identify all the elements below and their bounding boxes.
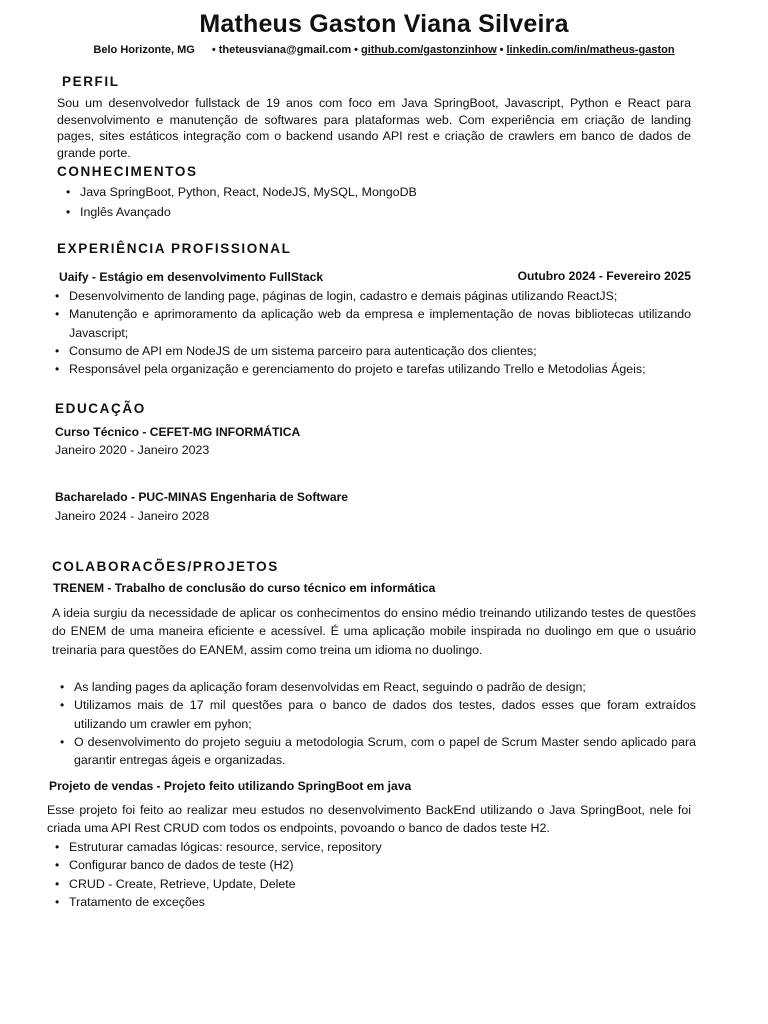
project-description: A ideia surgiu da necessidade de aplicar os conhecimentos do ensino médio treinando utilizando testes de questões do ENEM de uma maneira eficiente e acessível. É uma aplicação mobile inspirada no duolingo em que o usuário treinaria para questões do EANEM, assim como treina um idioma no duolingo. [52, 606, 696, 657]
section-heading-perfil: PERFIL [62, 74, 120, 89]
project-bullets [74, 678, 696, 769]
contact-line [0, 44, 768, 56]
section-heading-projetos: COLABORACÕES/PROJETOS [52, 559, 279, 574]
job-title: Uaify - Estágio em desenvolvimento FullStack [59, 270, 324, 284]
candidate-name: Matheus Gaston Viana Silveira [199, 10, 569, 38]
project-bullet: • Configurar banco de dados de teste (H2) [69, 856, 691, 874]
separator-dot: • [354, 44, 358, 56]
project-bullet: • O desenvolvimento do projeto seguiu a metodologia Scrum, com o papel de Scrum Master sendo aplicado para garantir entregas ágeis e organizadas. [74, 733, 696, 770]
education-title: Curso Técnico - CEFET-MG INFORMÁTICA [55, 425, 301, 439]
skills-list [80, 183, 680, 222]
separator-dot: • [211, 44, 216, 56]
job-bullet: • Consumo de API em NodeJS de um sistema parceiro para autenticação dos clientes; [69, 342, 691, 360]
project-bullets [69, 838, 691, 911]
education-title: Bacharelado - PUC-MINAS Engenharia de Software [55, 490, 348, 504]
project-title: TRENEM - Trabalho de conclusão do curso técnico em informática [53, 581, 436, 595]
section-heading-experiencia: EXPERIÊNCIA PROFISSIONAL [57, 241, 292, 256]
section-heading-educacao: EDUCAÇÃO [55, 401, 146, 416]
skill-item: • Inglês Avançado [80, 203, 680, 223]
perfil-text: Sou um desenvolvedor fullstack de 19 anos com foco em Java SpringBoot, Javascript, Python e React para desenvolvimento e manutenção de softwares para plataformas web. Com experiência em criação de landing pages, sites estáticos integração com o backend usando API rest e criação de crawlers em banco de dados de grande porte. [57, 96, 691, 160]
education-period: Janeiro 2024 - Janeiro 2028 [55, 509, 210, 523]
project-title: Projeto de vendas - Projeto feito utilizando SpringBoot em java [49, 779, 412, 793]
job-bullet: • Desenvolvimento de landing page, páginas de login, cadastro e demais páginas utilizando ReactJS; [69, 287, 691, 305]
job-bullet: • Responsável pela organização e gerenciamento do projeto e tarefas utilizando Trello e Metodolias Ágeis; [69, 360, 691, 378]
job-bullet: • Manutenção e aprimoramento da aplicação web da empresa e implementação de novas bibliotecas utilizando Javascript; [69, 305, 691, 342]
project-description: Esse projeto foi feito ao realizar meu estudos no desenvolvimento BackEnd utilizando o Java SpringBoot, nele foi criada uma API Rest CRUD com todos os endpoints, povoando o banco de dados teste H2. [47, 803, 691, 836]
project-bullet: • Estruturar camadas lógicas: resource, service, repository [69, 838, 691, 856]
project-bullet: • Utilizamos mais de 17 mil questões para o banco de dados dos testes, dados esses que foram extraídos utilizando um crawler em pyhon; [74, 696, 696, 733]
project-bullet: • CRUD - Create, Retrieve, Update, Delete [69, 875, 691, 893]
linkedin-link[interactable]: linkedin.com/in/matheus-gaston [506, 44, 675, 56]
job-bullets [69, 287, 691, 378]
github-link[interactable]: github.com/gastonzinhow [360, 44, 497, 56]
job-period: Outubro 2024 - Fevereiro 2025 [517, 269, 691, 283]
email-text: theteusviana@gmail.com [218, 44, 352, 56]
education-period: Janeiro 2020 - Janeiro 2023 [55, 443, 210, 457]
section-heading-conhecimentos: CONHECIMENTOS [57, 164, 198, 179]
separator-dot: • [499, 44, 504, 56]
project-bullet: • Tratamento de exceções [69, 893, 691, 911]
skill-item: • Java SpringBoot, Python, React, NodeJS, MySQL, MongoDB [80, 183, 680, 203]
project-bullet: • As landing pages da aplicação foram desenvolvidas em React, seguindo o padrão de design; [74, 678, 696, 696]
location-text: Belo Horizonte, MG [93, 44, 195, 56]
